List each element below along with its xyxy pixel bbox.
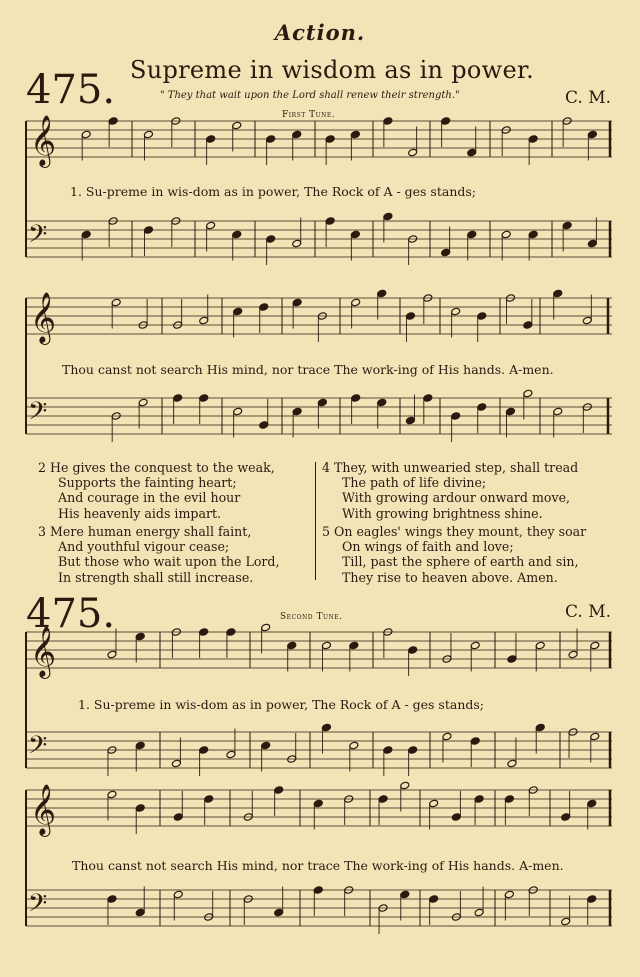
note-head bbox=[226, 750, 236, 759]
note-head bbox=[317, 398, 327, 407]
note-head bbox=[206, 221, 216, 230]
verse-2-line-1: 2 He gives the conquest to the weak, bbox=[38, 460, 275, 475]
second-tune-lyric-line-2: Thou canst not search His mind, nor trace The work-ing of His hands. A-men. bbox=[72, 858, 564, 873]
note-head bbox=[378, 795, 388, 804]
note-head bbox=[377, 398, 387, 407]
note-head bbox=[441, 248, 451, 257]
bass-clef-icon: 𝄢 bbox=[28, 397, 48, 432]
verse-3-line-2: And youthful vigour cease; bbox=[58, 539, 230, 555]
note-head bbox=[528, 135, 538, 144]
note-head bbox=[349, 641, 359, 650]
note-head bbox=[107, 650, 117, 659]
note-head bbox=[535, 723, 545, 732]
note-head bbox=[173, 394, 183, 403]
verse-5-line-4: They rise to heaven above. Amen. bbox=[342, 569, 558, 585]
note-head bbox=[568, 650, 578, 659]
first-tune-lyric-line-2: Thou canst not search His mind, nor trace The work-ing of His hands. A-men. bbox=[62, 362, 554, 377]
note-head bbox=[553, 289, 563, 298]
note-head bbox=[81, 130, 91, 139]
note-head bbox=[383, 212, 393, 221]
note-head bbox=[504, 890, 514, 899]
note-head bbox=[507, 759, 517, 768]
note-head bbox=[292, 130, 302, 139]
note-head bbox=[451, 412, 461, 421]
treble-clef-icon: 𝄞 bbox=[30, 115, 57, 166]
note-head bbox=[405, 312, 415, 321]
hymn-number: 475. bbox=[26, 67, 116, 113]
note-head bbox=[383, 117, 393, 126]
second-tune-meter: C. M. bbox=[565, 602, 612, 622]
note-head bbox=[350, 230, 360, 239]
note-head bbox=[562, 221, 572, 230]
note-head bbox=[204, 795, 214, 804]
second-tune-name: Second Tune. bbox=[280, 612, 343, 622]
note-head bbox=[233, 407, 243, 416]
note-head bbox=[590, 641, 600, 650]
note-head bbox=[377, 289, 387, 298]
note-head bbox=[233, 307, 243, 316]
note-head bbox=[470, 737, 480, 746]
note-head bbox=[467, 230, 477, 239]
bass-clef-icon: 𝄢 bbox=[28, 731, 48, 766]
note-head bbox=[535, 641, 545, 650]
note-head bbox=[259, 303, 269, 312]
note-head bbox=[561, 813, 571, 822]
note-head bbox=[313, 799, 323, 808]
note-head bbox=[523, 321, 533, 330]
note-head bbox=[135, 741, 145, 750]
verse-5-line-3: Till, past the sphere of earth and sin, bbox=[342, 554, 579, 570]
note-head bbox=[107, 790, 117, 799]
note-head bbox=[199, 316, 209, 325]
verse-2-line-3: And courage in the evil hour bbox=[58, 490, 241, 506]
note-head bbox=[505, 407, 515, 416]
second-tune-lyric-line-1: 1. Su-preme in wis-dom as in power, The Rock of A - ges stands; bbox=[78, 697, 485, 712]
note-head bbox=[274, 786, 284, 795]
note-head bbox=[351, 394, 361, 403]
verse-4-line-4: With growing brightness shine. bbox=[342, 505, 543, 521]
verse-2-line-2: Supports the fainting heart; bbox=[58, 475, 237, 491]
note-head bbox=[107, 895, 117, 904]
note-head bbox=[206, 135, 216, 144]
section-title: Action. bbox=[274, 20, 366, 45]
note-head bbox=[504, 795, 514, 804]
note-head bbox=[587, 239, 597, 248]
note-head bbox=[423, 394, 433, 403]
verse-4-line-2: The path of life divine; bbox=[342, 475, 487, 491]
note-head bbox=[408, 148, 418, 157]
note-head bbox=[259, 421, 269, 430]
note-head bbox=[429, 895, 439, 904]
note-head bbox=[321, 723, 331, 732]
note-head bbox=[474, 795, 484, 804]
note-head bbox=[111, 298, 121, 307]
note-head bbox=[383, 746, 393, 755]
note-head bbox=[313, 886, 323, 895]
treble-clef-icon: 𝄞 bbox=[30, 784, 57, 835]
verse-3-line-1: 3 Mere human energy shall faint, bbox=[38, 524, 252, 539]
note-head bbox=[405, 416, 415, 425]
verse-4-line-3: With growing ardour onward move, bbox=[342, 490, 571, 506]
note-head bbox=[408, 646, 418, 655]
note-head bbox=[274, 908, 284, 917]
note-head bbox=[81, 230, 91, 239]
note-head bbox=[232, 121, 242, 130]
note-head bbox=[467, 148, 477, 157]
note-head bbox=[553, 407, 563, 416]
note-head bbox=[226, 628, 236, 637]
note-head bbox=[408, 746, 418, 755]
note-head bbox=[135, 908, 145, 917]
hymn-title: Supreme in wisdom as in power. bbox=[130, 56, 535, 84]
note-head bbox=[143, 226, 153, 235]
verse-3-line-4: In strength shall still increase. bbox=[58, 569, 254, 585]
note-head bbox=[429, 799, 439, 808]
note-head bbox=[523, 389, 533, 398]
note-head bbox=[325, 217, 335, 226]
verse-5-line-1: 5 On eagles' wings they mount, they soar bbox=[322, 524, 587, 539]
note-head bbox=[582, 316, 592, 325]
bass-clef-icon: 𝄢 bbox=[28, 220, 48, 255]
note-head bbox=[199, 394, 209, 403]
verse-5-line-2: On wings of faith and love; bbox=[342, 539, 514, 555]
note-head bbox=[400, 890, 410, 899]
note-head bbox=[400, 781, 410, 790]
note-head bbox=[266, 235, 276, 244]
first-tune-name: First Tune. bbox=[282, 110, 336, 120]
note-head bbox=[232, 230, 242, 239]
note-head bbox=[587, 130, 597, 139]
note-head bbox=[587, 799, 597, 808]
note-head bbox=[171, 759, 181, 768]
note-head bbox=[199, 628, 209, 637]
note-head bbox=[143, 130, 153, 139]
note-head bbox=[292, 298, 302, 307]
note-head bbox=[501, 230, 511, 239]
epigraph: " They that wait upon the Lord shall renew their strength." bbox=[160, 90, 460, 101]
note-head bbox=[451, 307, 461, 316]
note-head bbox=[292, 239, 302, 248]
verse-2-line-4: His heavenly aids impart. bbox=[58, 505, 222, 521]
note-head bbox=[477, 312, 487, 321]
note-head bbox=[321, 641, 331, 650]
verse-3-line-3: But those who wait upon the Lord, bbox=[58, 554, 280, 570]
note-head bbox=[261, 741, 271, 750]
note-head bbox=[173, 890, 183, 899]
note-head bbox=[350, 130, 360, 139]
note-head bbox=[108, 117, 118, 126]
note-head bbox=[477, 403, 487, 412]
note-head bbox=[266, 135, 276, 144]
note-head bbox=[351, 298, 361, 307]
note-head bbox=[587, 895, 597, 904]
bass-clef-icon: 𝄢 bbox=[28, 889, 48, 924]
first-tune-lyric-line-1: 1. Su-preme in wis-dom as in power, The Rock of A - ges stands; bbox=[70, 184, 477, 199]
note-head bbox=[292, 407, 302, 416]
note-head bbox=[451, 813, 461, 822]
note-head bbox=[442, 732, 452, 741]
note-head bbox=[173, 813, 183, 822]
note-head bbox=[135, 804, 145, 813]
note-head bbox=[470, 641, 480, 650]
note-head bbox=[138, 398, 148, 407]
note-head bbox=[325, 135, 335, 144]
note-head bbox=[590, 732, 600, 741]
second-tune-hymn-number: 475. bbox=[26, 591, 116, 637]
note-head bbox=[561, 917, 571, 926]
treble-clef-icon: 𝄞 bbox=[30, 626, 57, 677]
meter: C. M. bbox=[565, 88, 612, 108]
note-head bbox=[135, 632, 145, 641]
note-head bbox=[474, 908, 484, 917]
treble-clef-icon: 𝄞 bbox=[30, 292, 57, 343]
note-head bbox=[199, 746, 209, 755]
verse-4-line-1: 4 They, with unwearied step, shall tread bbox=[322, 460, 579, 475]
note-head bbox=[261, 623, 271, 632]
note-head bbox=[528, 230, 538, 239]
note-head bbox=[441, 117, 451, 126]
note-head bbox=[287, 641, 297, 650]
note-head bbox=[349, 741, 359, 750]
note-head bbox=[507, 655, 517, 664]
